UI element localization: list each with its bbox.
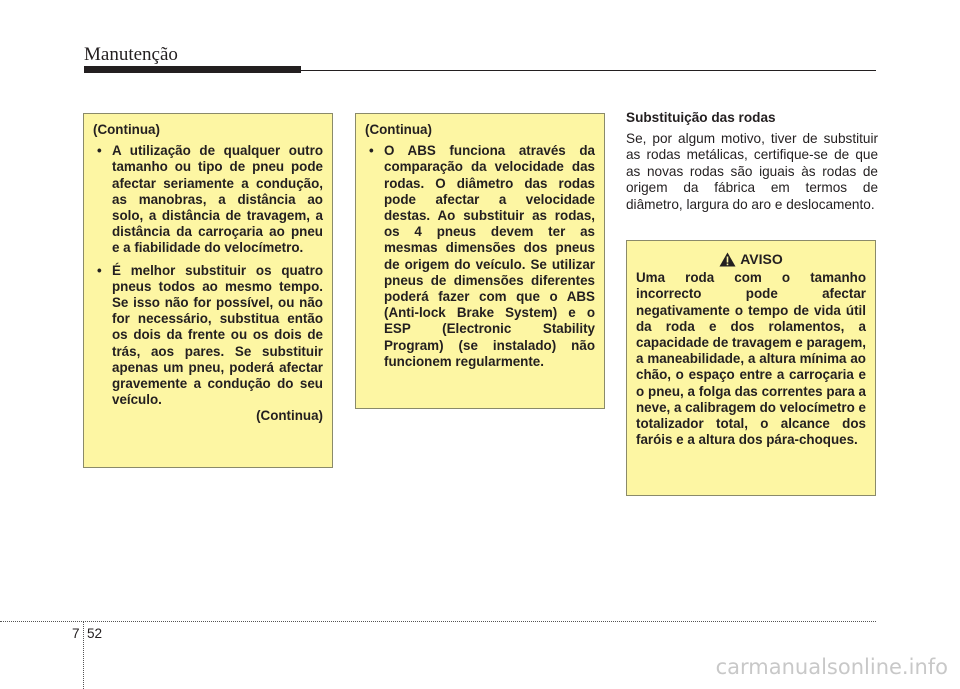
continued-label-top: (Continua) <box>365 122 432 137</box>
bullet-dot-icon: • <box>97 143 102 159</box>
bullet-text: O ABS funciona através da comparação da velocidade das rodas. O diâmetro das rodas pode afectar a velocidade destas. Ao substituir as rodas, os 4 pneus devem ter as mesmas dimensões dos pneus de origem do veículo. Se utilizar pneus de dimensões diferentes poderá fazer com que o ABS (Anti-lock Brake System) e o ESP (Electronic Stability Program) (se instalado) não funcionem regularmente. <box>384 143 595 369</box>
bullet-text: A utilização de qualquer outro tamanho ou tipo de pneu pode afectar seriamente a condução, as manobras, a distância ao solo, a distância de travagem, a distância da carroçaria ao pneu e a fiabilidade do velocímetro. <box>112 143 323 256</box>
bullet-text: É melhor substituir os quatro pneus todos ao mesmo tempo. Se isso não for possível, ou não for necessário, substitua então os dois da frente ou os dois de trás, aos pares. Se substituir apenas um pneu, poderá afectar gravemente a condução do seu veículo. <box>112 262 323 408</box>
bullet-dot-icon: • <box>97 262 102 278</box>
page-number: 52 <box>87 626 103 641</box>
warning-triangle-icon <box>719 252 736 267</box>
footer-divider <box>83 621 84 689</box>
warning-header <box>636 251 866 267</box>
header-bar <box>84 66 301 73</box>
bullet-item <box>365 143 595 370</box>
warning-body: Uma roda com o tamanho incorrecto pode afectar negativamente o tempo de vida útil da roda e dos rolamentos, a capacidade de travagem e paragem, a maneabilidade, a altura mínima ao chão, o espaço entre a carroçaria e o pneu, a folga das correntes para a neve, a calibragem do velocímetro e totalizador total, o alcance dos faróis e a altura dos pára-choques. <box>636 270 866 448</box>
continued-notice-box-1 <box>83 113 333 468</box>
bullet-dot-icon: • <box>369 143 374 159</box>
watermark-text: carmanualsonline.info <box>715 655 948 679</box>
continued-label-bottom: (Continua) <box>256 408 323 424</box>
continued-notice-box-2 <box>355 113 605 409</box>
section-title: Substituição das rodas <box>626 110 776 125</box>
header-rule <box>301 70 876 71</box>
warning-title: AVISO <box>740 251 783 267</box>
warning-box <box>626 240 876 496</box>
bullet-item <box>93 143 323 256</box>
chapter-number: 7 <box>72 626 80 641</box>
continued-label-top: (Continua) <box>93 122 160 137</box>
bullet-item <box>93 263 323 409</box>
footer-rule <box>0 621 876 622</box>
page-header-title: Manutenção <box>84 44 178 65</box>
section-body: Se, por algum motivo, tiver de substituir as rodas metálicas, certifique-se de que as novas rodas são iguais às rodas de origem da fábrica em termos de diâmetro, largura do aro e deslocamento. <box>626 131 878 212</box>
